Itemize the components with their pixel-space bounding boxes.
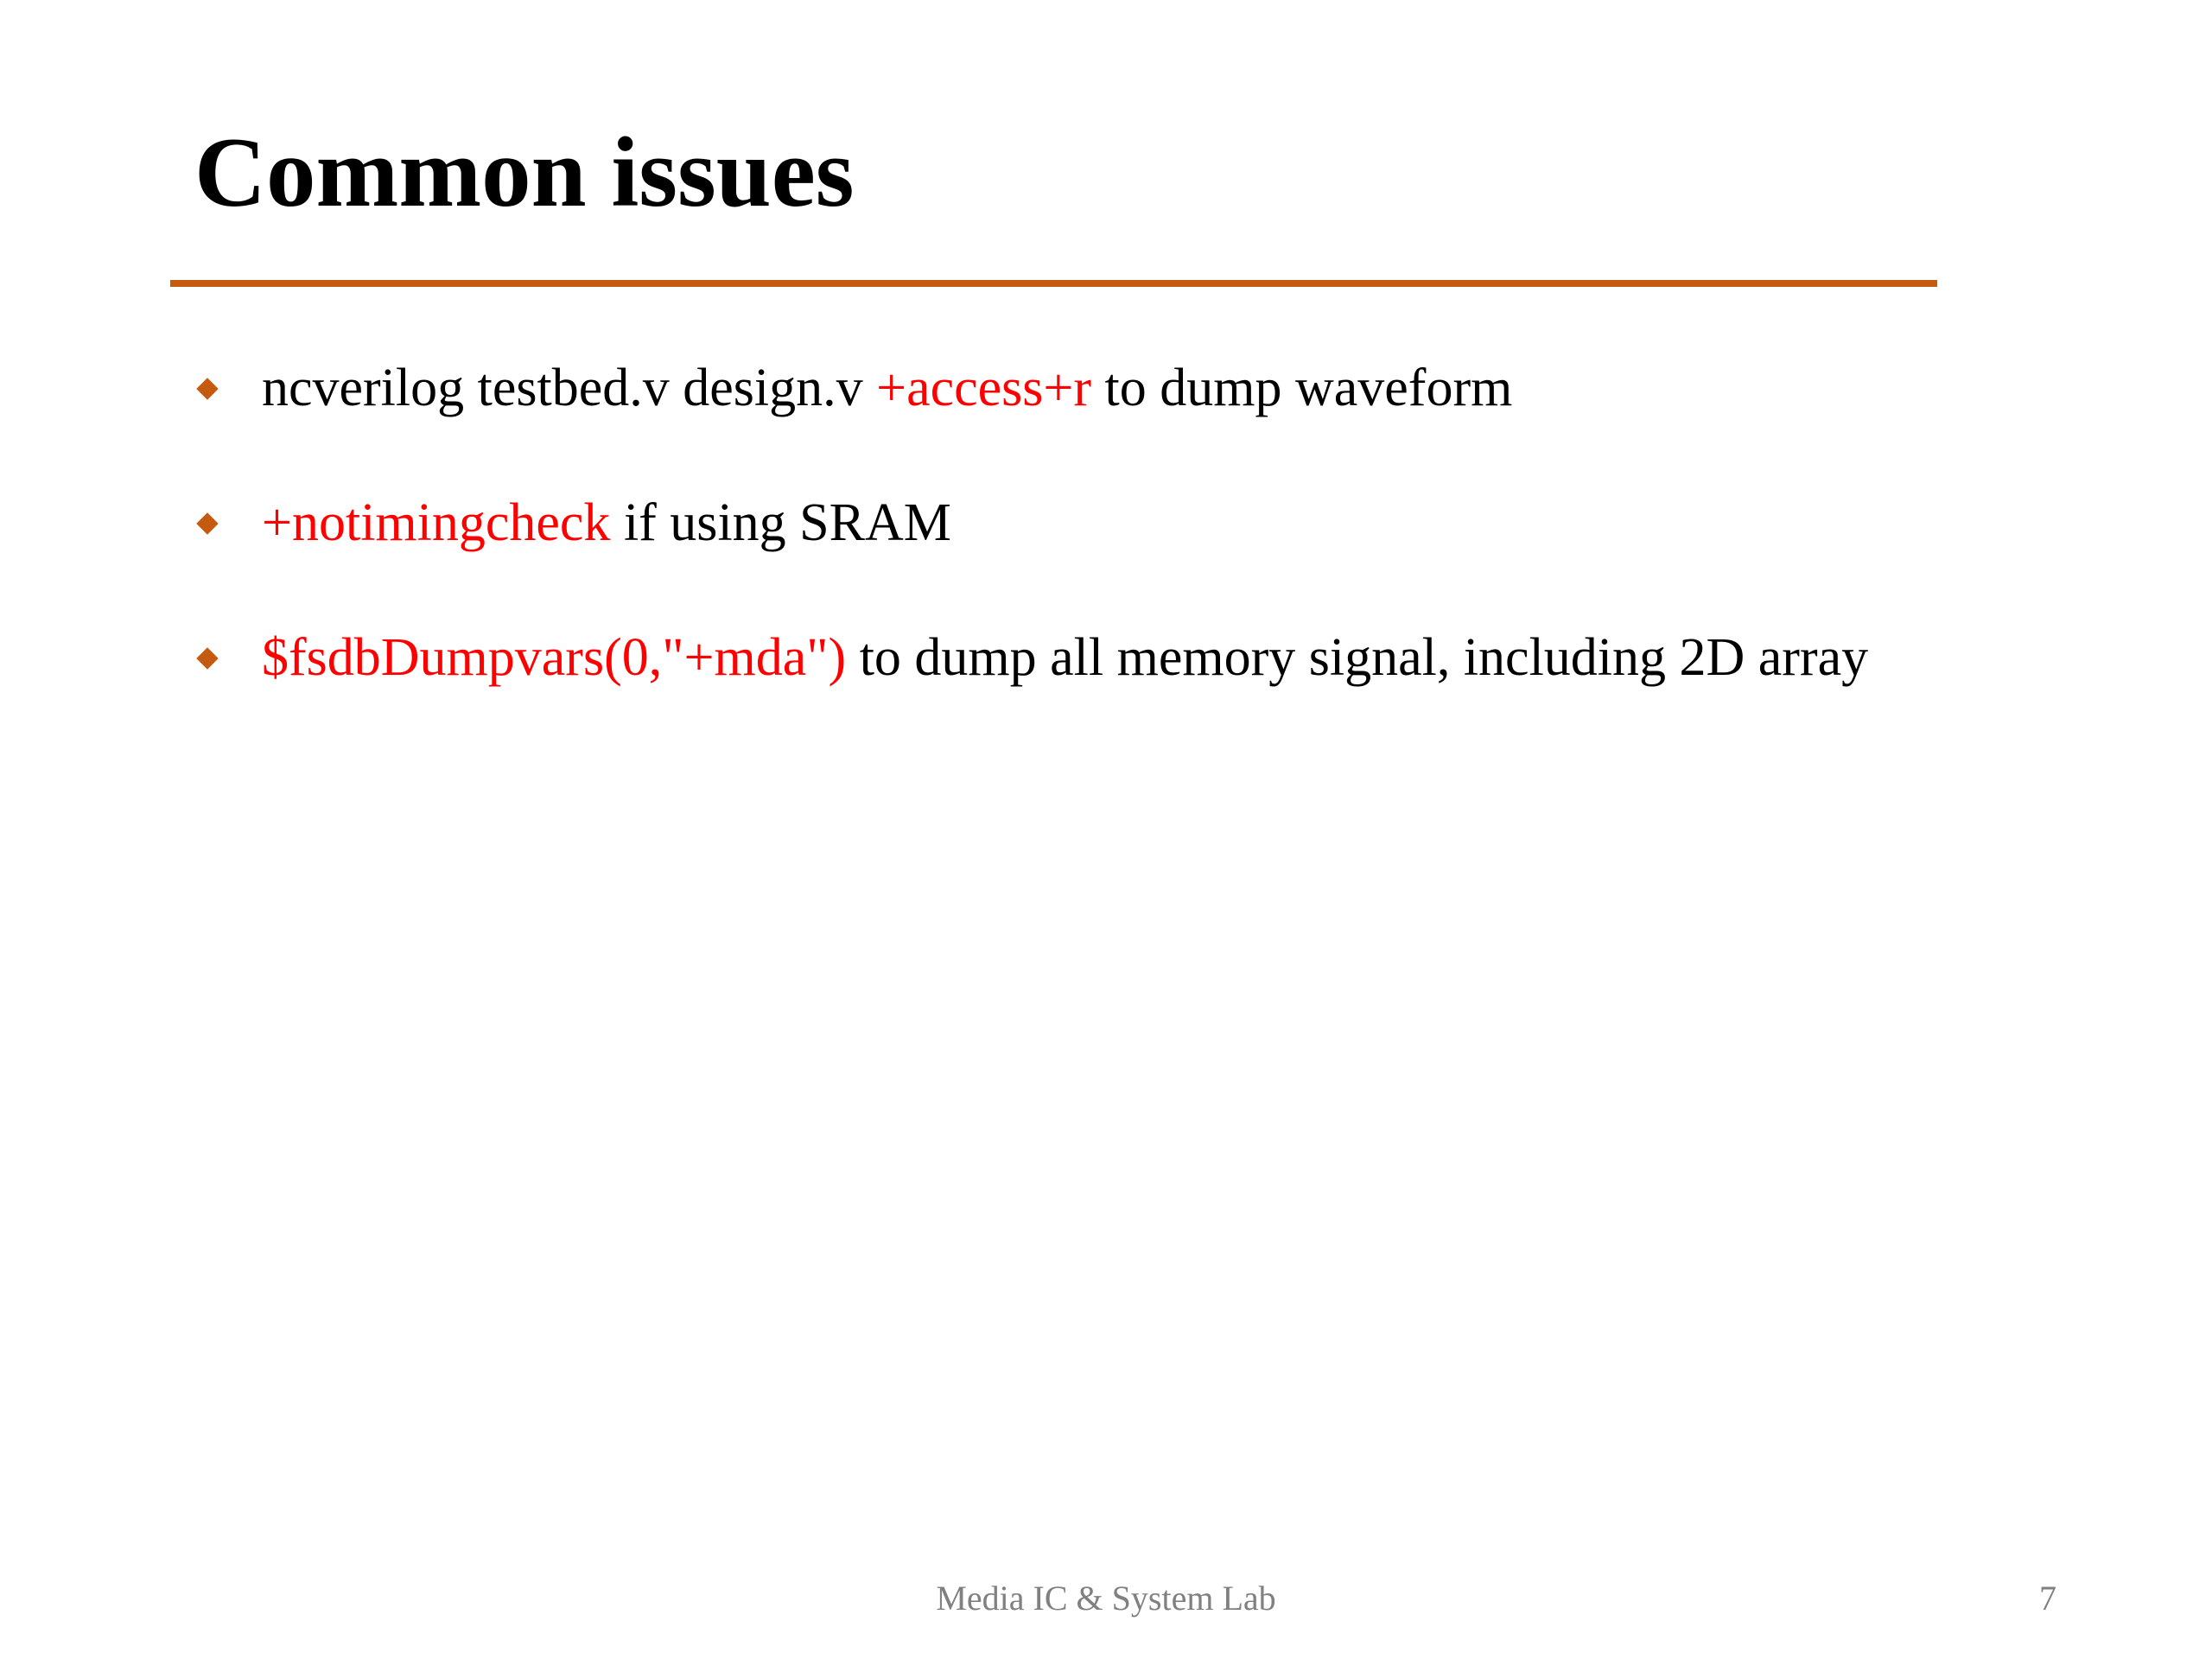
diamond-bullet-icon: [196, 378, 218, 399]
bullet-item: [194, 489, 1888, 556]
slide-footer: Media IC & System Lab: [936, 1579, 1276, 1618]
diamond-bullet-icon: [196, 512, 218, 534]
bullet-highlight: $fsdbDumpvars(0,"+mda"): [262, 628, 847, 687]
bullet-text: to dump waveform: [1091, 359, 1513, 417]
bullet-highlight: +notimingcheck: [262, 493, 611, 552]
page-number: 7: [2039, 1579, 2056, 1618]
bullet-list: [194, 354, 1888, 759]
bullet-highlight: +access+r: [876, 359, 1092, 417]
slide-title: Common issues: [194, 118, 855, 227]
bullet-text: if using SRAM: [610, 493, 951, 552]
bullet-item: [194, 354, 1888, 422]
title-divider: [170, 280, 1937, 287]
diamond-bullet-icon: [196, 647, 218, 669]
bullet-item: [194, 624, 1888, 691]
bullet-text: to dump all memory signal, including 2D array: [846, 628, 1869, 687]
bullet-text: ncverilog testbed.v design.v: [262, 359, 877, 417]
